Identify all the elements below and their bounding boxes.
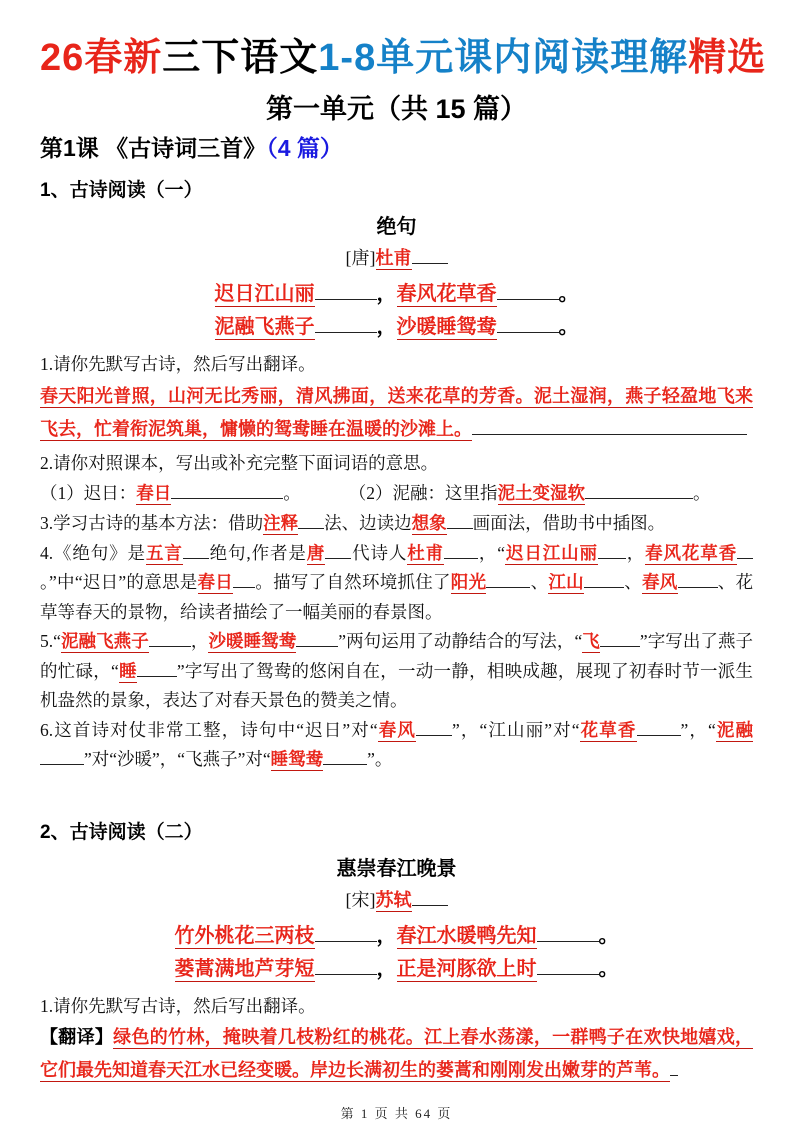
answer-text: 阳光 (450, 572, 487, 593)
blank-underline (486, 574, 530, 589)
blank-underline (497, 283, 559, 300)
answer-text: 蒌蒿满地芦芽短 (174, 957, 315, 980)
text-segment: 。”中“迟日”的意思是 (40, 572, 198, 593)
answer-text: 迟日江山丽 (505, 542, 598, 563)
title-part-2: 三下语文 (162, 37, 319, 79)
poem1-author-line (40, 245, 753, 271)
blank-underline (416, 721, 452, 736)
text-segment: 。描写了自然环境抓住了 (255, 572, 451, 593)
title-part-3: 1-8单元课内阅读理解 (318, 37, 689, 79)
poem2-translation (40, 1021, 753, 1087)
text-segment: 5.“ (40, 631, 61, 652)
question-2-items (40, 478, 753, 509)
text-segment: ”字写出了鸳鸯的悠闲自在，一动一静，相映成趣，展现了初春时节一派生机盎然的景象，表达了对春天景色的赞美之情。 (40, 660, 754, 711)
poem2-line-1 (40, 921, 753, 952)
poem2-title: 惠崇春江晚景 (336, 857, 457, 880)
blank-underline (183, 544, 209, 559)
answer-text: 沙暖睡鸳鸯 (396, 316, 497, 339)
blank-underline (447, 515, 473, 530)
answer-text: 竹外桃花三两枝 (174, 924, 315, 947)
blank-underline (315, 958, 377, 975)
unit-heading: 第一单元（共 15 篇） (265, 94, 528, 125)
text-segment: （1）迟日： (40, 483, 137, 504)
answer-text: 泥土变湿软 (497, 483, 585, 504)
answer-text: 春日 (197, 572, 234, 593)
text-segment: ， (625, 542, 646, 563)
blank-underline (497, 316, 559, 333)
blank-underline (637, 721, 681, 736)
question-4 (40, 539, 753, 628)
text-segment: 画面法，借助书中插图。 (472, 513, 666, 534)
answer-text: 迟日江山丽 (214, 283, 315, 306)
blank-underline (40, 751, 84, 766)
text-segment: ”字写出了燕子的忙碌，“ (40, 631, 754, 681)
answer-text: 春风花草香 (645, 542, 738, 563)
answer-text: 注释 (263, 513, 299, 534)
text-segment: ， (376, 283, 397, 306)
text-segment: 【翻译】 (40, 1027, 114, 1048)
poem2-author-line (40, 887, 753, 913)
blank-underline (233, 574, 255, 589)
text-segment: 。 (598, 924, 619, 947)
answer-text: 泥融 (715, 719, 754, 740)
question-6 (40, 716, 753, 775)
blank-underline (670, 1061, 678, 1076)
text-segment: 。 (598, 957, 619, 980)
answer-text: 飞 (582, 631, 600, 652)
text-segment: ，“ (478, 542, 506, 563)
lesson-title: 第1课 《古诗词三首》 (40, 135, 267, 162)
answer-text: 泥融飞燕子 (60, 631, 149, 652)
question-3 (40, 509, 753, 539)
section1-heading: 1、古诗阅读（一） (40, 180, 203, 202)
text-segment: 代诗人 (351, 542, 408, 563)
poem1-title: 绝句 (376, 216, 417, 239)
blank-underline (537, 958, 599, 975)
answer-text: 想象 (411, 513, 447, 534)
text-segment: ”，“江山丽”对“ (452, 719, 580, 740)
blank-underline (737, 544, 753, 559)
text-segment: 、 (530, 572, 549, 593)
blank-underline (149, 633, 191, 648)
answer-text: 春江水暖鸭先知 (396, 924, 537, 947)
answer-text: 春风 (377, 719, 417, 740)
text-segment: 。 (693, 483, 711, 504)
answer-text: 杜甫 (407, 542, 445, 563)
answer-text: 五言 (145, 542, 183, 563)
poem2-question-1: 1.请你先默写古诗，然后写出翻译。 (40, 995, 316, 1016)
blank-underline (598, 544, 626, 559)
answer-text: 唐 (306, 542, 326, 563)
question-1-answer (40, 380, 753, 446)
blank-underline (325, 544, 351, 559)
answer-text: 沙暖睡鸳鸯 (208, 631, 297, 652)
text-segment: ”两句运用了动静结合的写法，“ (338, 631, 583, 652)
answer-text: 绿色的竹林，掩映着几枝粉红的桃花。江上春水荡漾，一群鸭子在欢快地嬉戏，它们最先知道春天江水已经变暖。岸边长满初生的蒌蒿和刚刚发出嫩芽的芦苇。 (40, 1027, 754, 1081)
section2-heading: 2、古诗阅读（二） (40, 821, 203, 843)
answer-text: 睡 (118, 660, 137, 681)
answer-text: 杜甫 (375, 248, 412, 269)
text-segment: 4.《绝句》是 (40, 542, 146, 563)
blank-underline (472, 420, 747, 435)
text-segment: 3.学习古诗的基本方法：借助 (40, 513, 264, 534)
poem2-line-2 (40, 954, 753, 985)
blank-underline (585, 485, 693, 500)
text-segment: 。 (283, 483, 301, 504)
blank-underline (412, 891, 448, 906)
blank-underline (296, 633, 338, 648)
text-segment: ， (190, 631, 209, 652)
text-segment: ”。 (367, 749, 393, 770)
answer-text: 花草香 (579, 719, 637, 740)
blank-underline (298, 515, 324, 530)
answer-text: 正是河豚欲上时 (396, 957, 537, 980)
text-segment: ”对“沙暖”，“飞燕子”对“ (84, 749, 271, 770)
title-part-1: 26春新 (40, 37, 163, 79)
question-1: 1.请你先默写古诗，然后写出翻译。 (40, 354, 316, 375)
lesson-heading (40, 130, 753, 163)
poem1-line-1 (40, 279, 753, 310)
document-title (40, 34, 767, 83)
text-segment: 绝句,作者是 (208, 542, 307, 563)
answer-text: 苏轼 (375, 889, 412, 910)
text-segment: ， (376, 924, 397, 947)
text-segment: 、花草等春天的景物，给读者描绘了一幅美丽的春景图。 (40, 572, 754, 622)
text-segment: 法、边读边 (324, 513, 412, 534)
blank-underline (137, 662, 177, 677)
answer-text: 春风 (641, 572, 678, 593)
blank-underline (678, 574, 718, 589)
text-segment: 。 (558, 316, 579, 339)
answer-text: 泥融飞燕子 (214, 316, 315, 339)
blank-underline (323, 751, 367, 766)
answer-text: 江山 (548, 572, 584, 593)
answer-text: 春日 (136, 483, 172, 504)
answer-text: 睡鸳鸯 (270, 749, 324, 770)
text-segment: 。 (558, 283, 579, 306)
title-part-4: 精选 (688, 37, 767, 79)
blank-underline (537, 925, 599, 942)
answer-text: 春风花草香 (396, 283, 497, 306)
question-2: 2.请你对照课本，写出或补充完整下面词语的意思。 (40, 452, 439, 473)
text-segment: 、 (623, 572, 642, 593)
text-segment: （2）泥融：这里指 (348, 483, 498, 504)
answer-text: 春天阳光普照，山河无比秀丽，清风拂面，送来花草的芳香。泥土湿润，燕子轻盈地飞来飞去，忙着衔泥筑巢，慵懒的鸳鸯睡在温暖的沙滩上。 (40, 385, 753, 439)
text-segment: ”，“ (680, 719, 716, 740)
blank-underline (600, 633, 640, 648)
text-segment: ， (376, 957, 397, 980)
text-segment: 6.这首诗对仗非常工整，诗句中“迟日”对“ (40, 719, 378, 740)
page-number-footer: 第 1 页 共 64 页 (340, 1106, 453, 1122)
blank-underline (444, 544, 478, 559)
text-segment: [宋] (345, 889, 376, 910)
text-segment: ， (376, 316, 397, 339)
text-segment: [唐] (345, 248, 376, 269)
lesson-count: （4 篇） (266, 135, 343, 162)
blank-underline (584, 574, 624, 589)
blank-underline (171, 485, 283, 500)
blank-underline (315, 283, 377, 300)
blank-underline (315, 925, 377, 942)
question-5 (40, 627, 753, 716)
blank-underline (412, 249, 448, 264)
poem1-line-2 (40, 312, 753, 343)
blank-underline (315, 316, 377, 333)
